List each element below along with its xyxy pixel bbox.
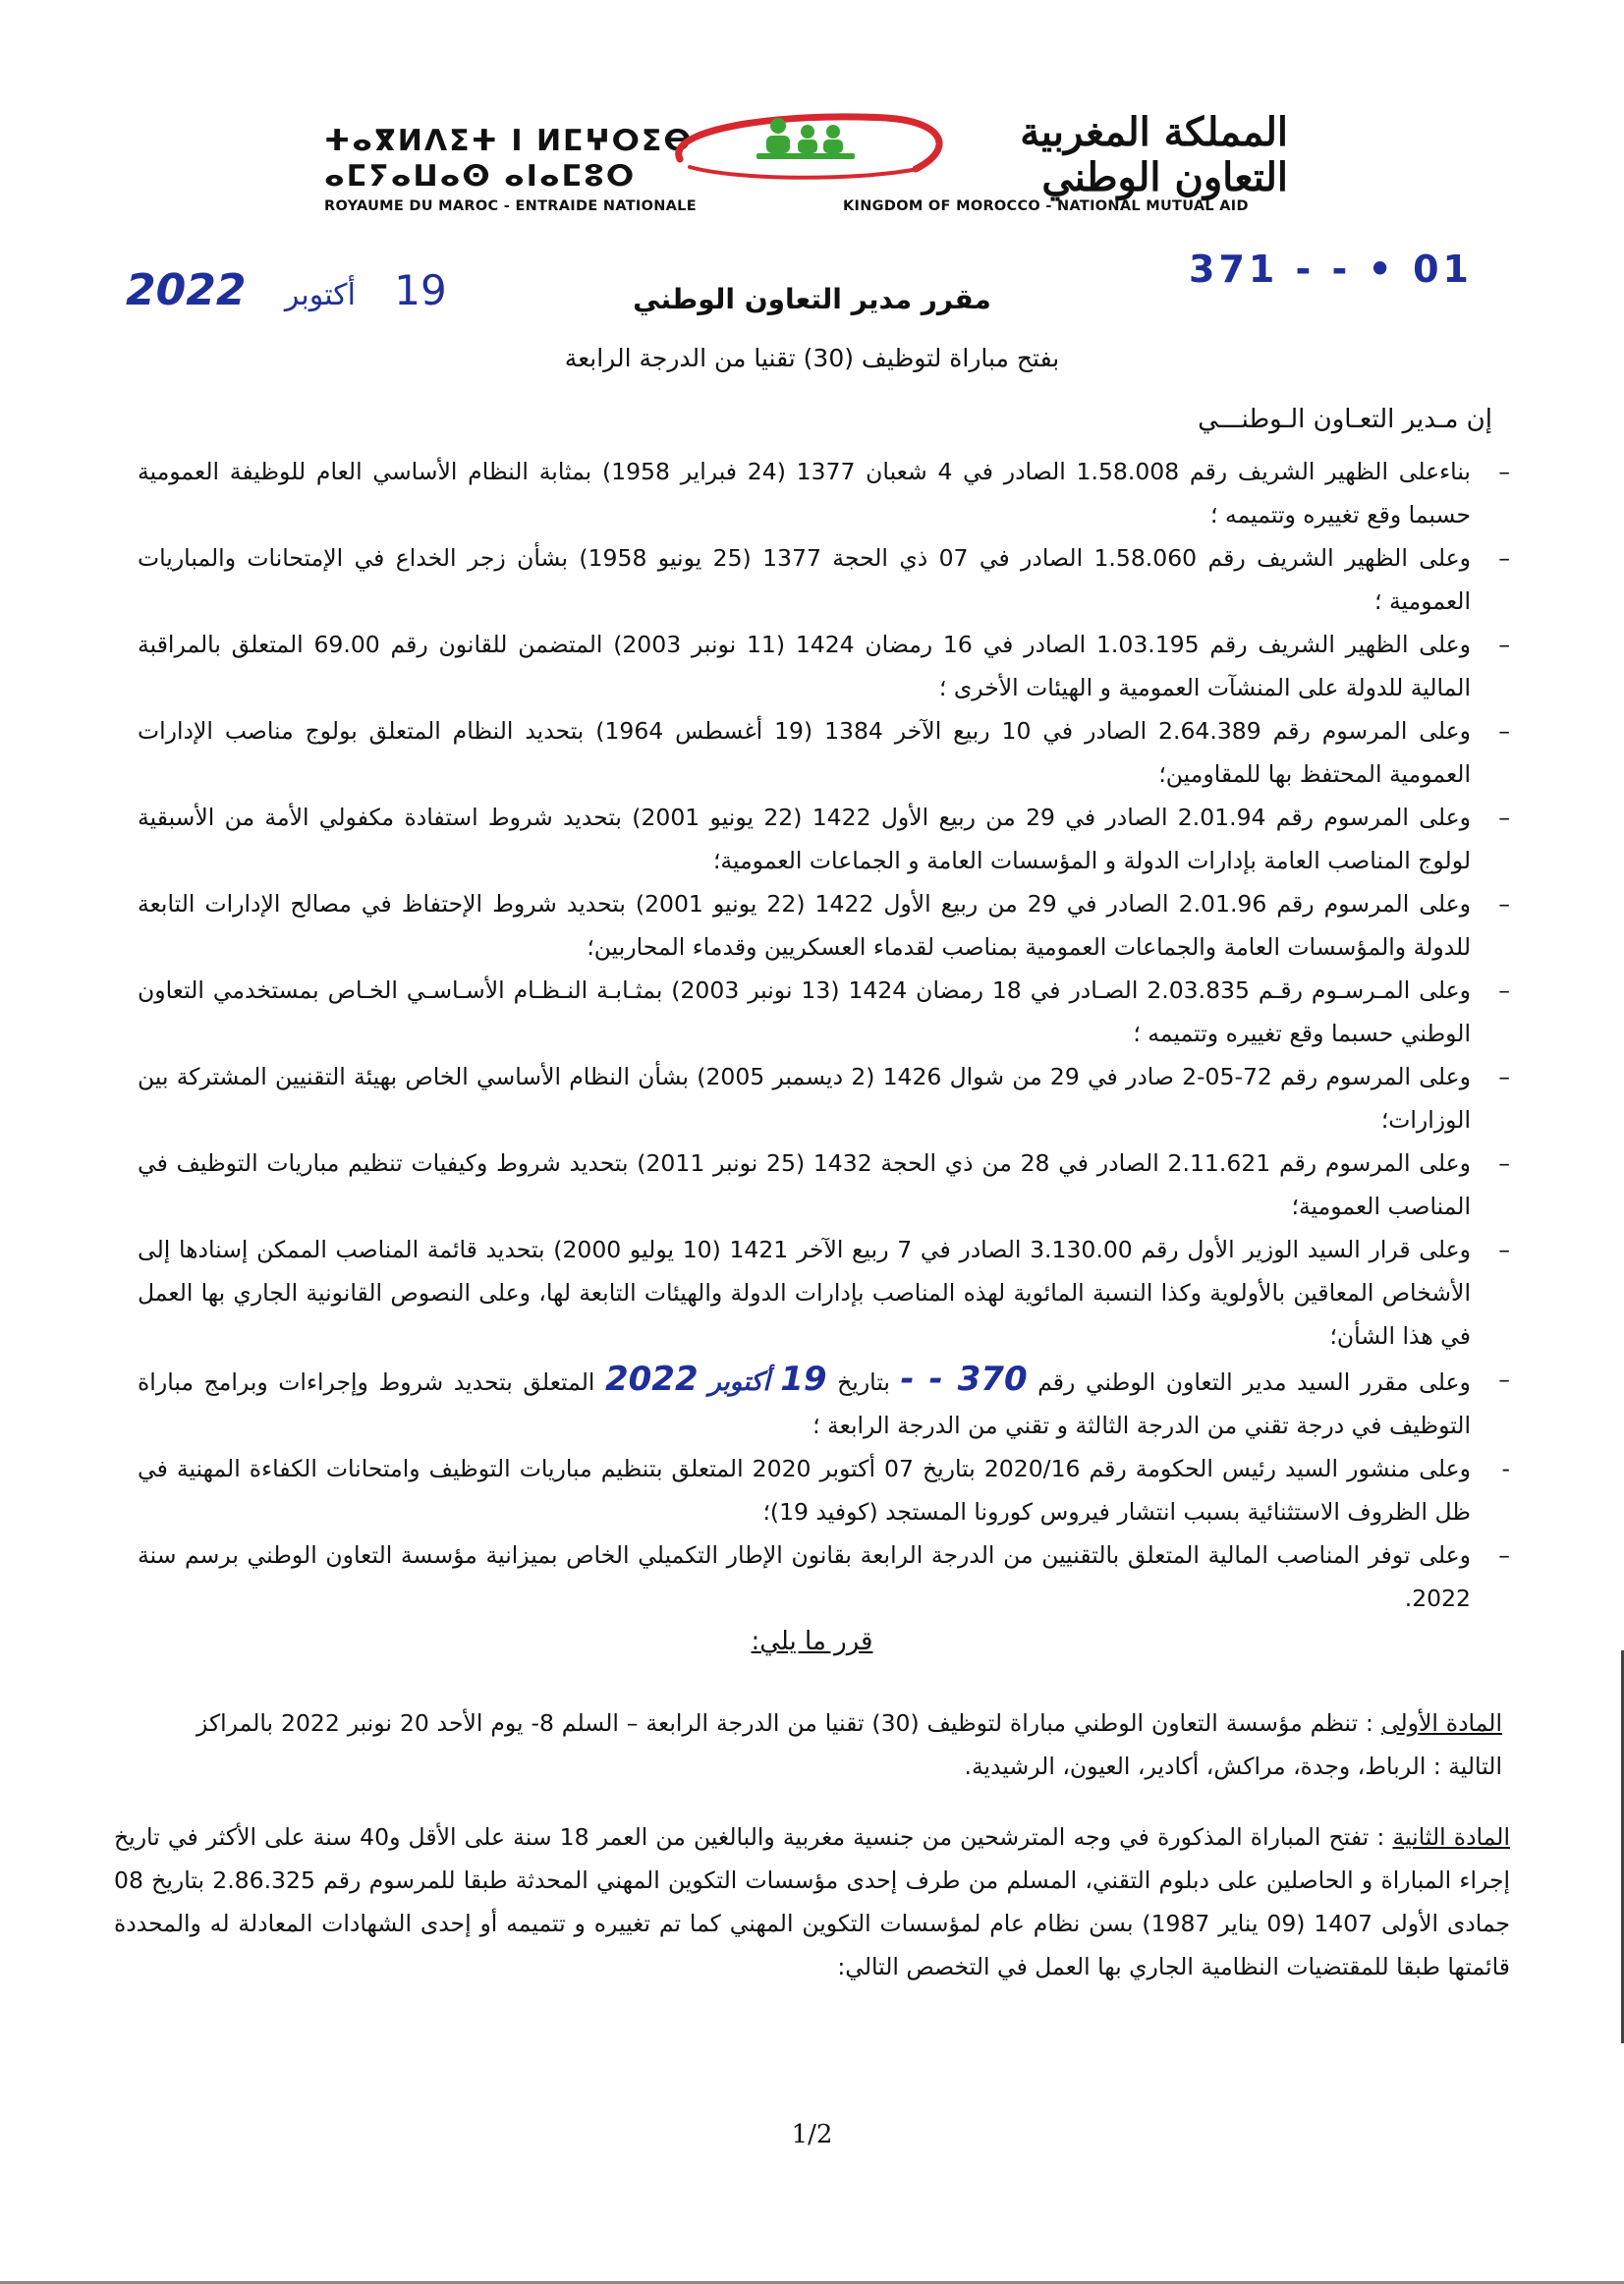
filled-month: أكتوبر [708, 1367, 770, 1397]
date-stamp-month: أكتوبر [284, 278, 356, 312]
visa-item: – وعلى الظهير الشريف رقم 1.03.195 الصادر في 16 رمضان 1424 (11 نونبر 2003) المتضمن للقانون رقم 69.00 المتعلق بالمراقبة المالية للدولة على المنشآت العمومية و الهيئات الأخرى ؛ [138, 631, 1510, 701]
header-french: ROYAUME DU MAROC - ENTRAIDE NATIONALE [324, 198, 697, 214]
visa-item: – وعلى المرسوم رقم 2.64.389 الصادر في 10 ربيع الآخر 1384 (19 أغسطس 1964) بتحديد النظام المتعلق بولوج مناصب الإدارات العمومية المحتفظ بها للمقاومين؛ [138, 717, 1510, 788]
visa-item: – بناءعلى الظهير الشريف رقم 1.58.008 الصادر في 4 شعبان 1377 (24 فبراير 1958) بمثابة النظام الأساسي العام للوظيفة العمومية حسبما وقع تغييره وتتميمه ؛ [138, 458, 1510, 529]
decision-subtitle: بفتح مباراة لتوظيف (30) تقنيا من الدرجة الرابعة [564, 344, 1060, 372]
header-arabic-line-2: التعاون الوطني [1041, 154, 1288, 200]
header-arabic [1020, 110, 1288, 200]
filled-day: 19 [780, 1360, 827, 1399]
page-number: 1/2 [791, 2120, 833, 2149]
filled-year: 2022 [604, 1360, 699, 1399]
article-2-text: : تفتح المباراة المذكورة في وجه المترشحين من جنسية مغربية والبالغين من العمر 18 سنة على الأقل و40 سنة على الأكثر في تاريخ إجراء المباراة و الحاصلين على دبلوم التقني، المسلم من طرف إحدى مؤسسات التكوين المهني المحدثة طبقا للمرسوم رقم 2.86.325 بتاريخ 08 جمادى الأولى 1407 (09 يناير 1987) بسن نظام عام لمؤسسات التكوين المهني كما تم تغييره و تتميمه أو إحدى الشهادات المعادلة له والمحددة قائمتها طبقا للمقتضيات النظامية الجاري بها العمل في التخصص التالي: [114, 1823, 1510, 1980]
article-2-label: المادة الثانية [1392, 1823, 1510, 1851]
decision-title: مقرر مدير التعاون الوطني [633, 283, 991, 315]
visa-item-filled: – وعلى مقرر السيد مدير التعاون الوطني رقم 370 - - بتاريخ 19 أكتوبر 2022 المتعلق بتحديد شروط وإجراءات وبرامج مباراة التوظيف في درجة تقني من الدرجة الثالثة و تقني من الدرجة الرابعة ؛ [138, 1360, 1510, 1439]
decision-heading: قرر ما يلي: [751, 1627, 873, 1656]
tifinagh-line-2: ⴰⵎⵢⴰⵡⴰⵙ ⴰⵏⴰⵎⵓⵔ [324, 159, 637, 194]
date-stamp-year: 2022 [126, 265, 247, 315]
article-1-label: المادة الأولى [1380, 1709, 1502, 1737]
logo-people [756, 118, 855, 159]
date-stamp-day: 19 [394, 266, 447, 314]
visa-item: – وعلى المرسوم رقم 72-05-2 صادر في 29 من شوال 1426 (2 ديسمبر 2005) بشأن النظام الأساسي الخاص بهيئة التقنيين المشتركة بين الوزارات؛ [138, 1063, 1510, 1134]
filled-decision-number: 370 - - [900, 1360, 1028, 1399]
header-arabic-line-1: المملكة المغربية [1020, 109, 1288, 155]
visa-list [138, 450, 1510, 1620]
visa-item: - وعلى منشور السيد رئيس الحكومة رقم 2020/16 بتاريخ 07 أكتوبر 2020 المتعلق بتنظيم مباريات التوظيف وامتحانات الكفاءة المهنية في ظل الظروف الاستثنائية بسبب انتشار فيروس كورونا المستجد (كوفيد 19)؛ [138, 1455, 1510, 1526]
visa-item: – وعلى المرسوم رقم 2.11.621 الصادر في 28 من ذي الحجة 1432 (25 نونبر 2011) بتحديد شروط وكيفيات تنظيم مباريات التوظيف في المناصب العمومية؛ [138, 1149, 1510, 1220]
visa-item: – وعلى المرسوم رقم 2.01.94 الصادر في 29 من ربيع الأول 1422 (22 يونيو 2001) بتحديد شروط استفادة مكفولي الأمة من الأسبقية لولوج المناصب العامة بإدارات الدولة و المؤسسات العامة و الجماعات العمومية؛ [138, 804, 1510, 874]
intro-line: إن مـدير التعـاون الـوطنـــي [1198, 405, 1492, 434]
reference-number-stamp: 371 - - • 01 [1189, 248, 1473, 291]
article-1 [196, 1701, 1502, 1788]
tifinagh-line-1: ⵜⴰⴳⵍⴷⵉⵜ ⵏ ⵍⵎⵖⵔⵉⴱ [324, 124, 694, 158]
visa-item: – وعلى توفر المناصب المالية المتعلق بالتقنيين من الدرجة الرابعة بقانون الإطار التكميلي الخاص بميزانية مؤسسة التعاون الوطني برسم سنة 2022. [138, 1541, 1510, 1612]
visa-item: – وعلى المرسوم رقم 2.01.96 الصادر في 29 من ربيع الأول 1422 (22 يونيو 2001) بتحديد شروط الإحتفاظ في مصالح الإدارات التابعة للدولة والمؤسسات العامة والجماعات العمومية بمناصب لقدماء العسكريين وقدماء المحاربين؛ [138, 890, 1510, 961]
entraide-nationale-logo [660, 110, 953, 183]
article-2 [114, 1815, 1510, 1988]
visa-item: – وعلى الظهير الشريف رقم 1.58.060 الصادر في 07 ذي الحجة 1377 (25 يونيو 1958) بشأن زجر الخداع في الإمتحانات والمباريات العمومية ؛ [138, 544, 1510, 615]
header-english: KINGDOM OF MOROCCO - NATIONAL MUTUAL AID [843, 198, 1249, 214]
tifinagh-header [324, 124, 694, 195]
visa-item: – وعلى قرار السيد الوزير الأول رقم 3.130.00 الصادر في 7 ربيع الآخر 1421 (10 يوليو 2000) بتحديد قائمة المناصب الممكن إسنادها إلى الأشخاص المعاقين بالأولوية وكذا النسبة المائوية لهذه المناصب بإدارات الدولة والهيئات التابعة لها، وعلى النصوص القانونية الجاري بها العمل في هذا الشأن؛ [138, 1236, 1510, 1350]
article-1-text: : تنظم مؤسسة التعاون الوطني مباراة لتوظيف (30) تقنيا من الدرجة الرابعة – السلم 8- يوم الأحد 20 نونبر 2022 بالمراكز التالية : الرباط، وجدة، مراكش، أكادير، العيون، الرشيدية. [196, 1709, 1502, 1780]
visa-item: – وعلى المـرسـوم رقـم 2.03.835 الصـادر في 18 رمضان 1424 (13 نونبر 2003) بمثـابـة النـظـام الأسـاسـي الخـاص بمستخدمي التعاون الوطني حسبما وقع تغييره وتتميمه ؛ [138, 976, 1510, 1047]
